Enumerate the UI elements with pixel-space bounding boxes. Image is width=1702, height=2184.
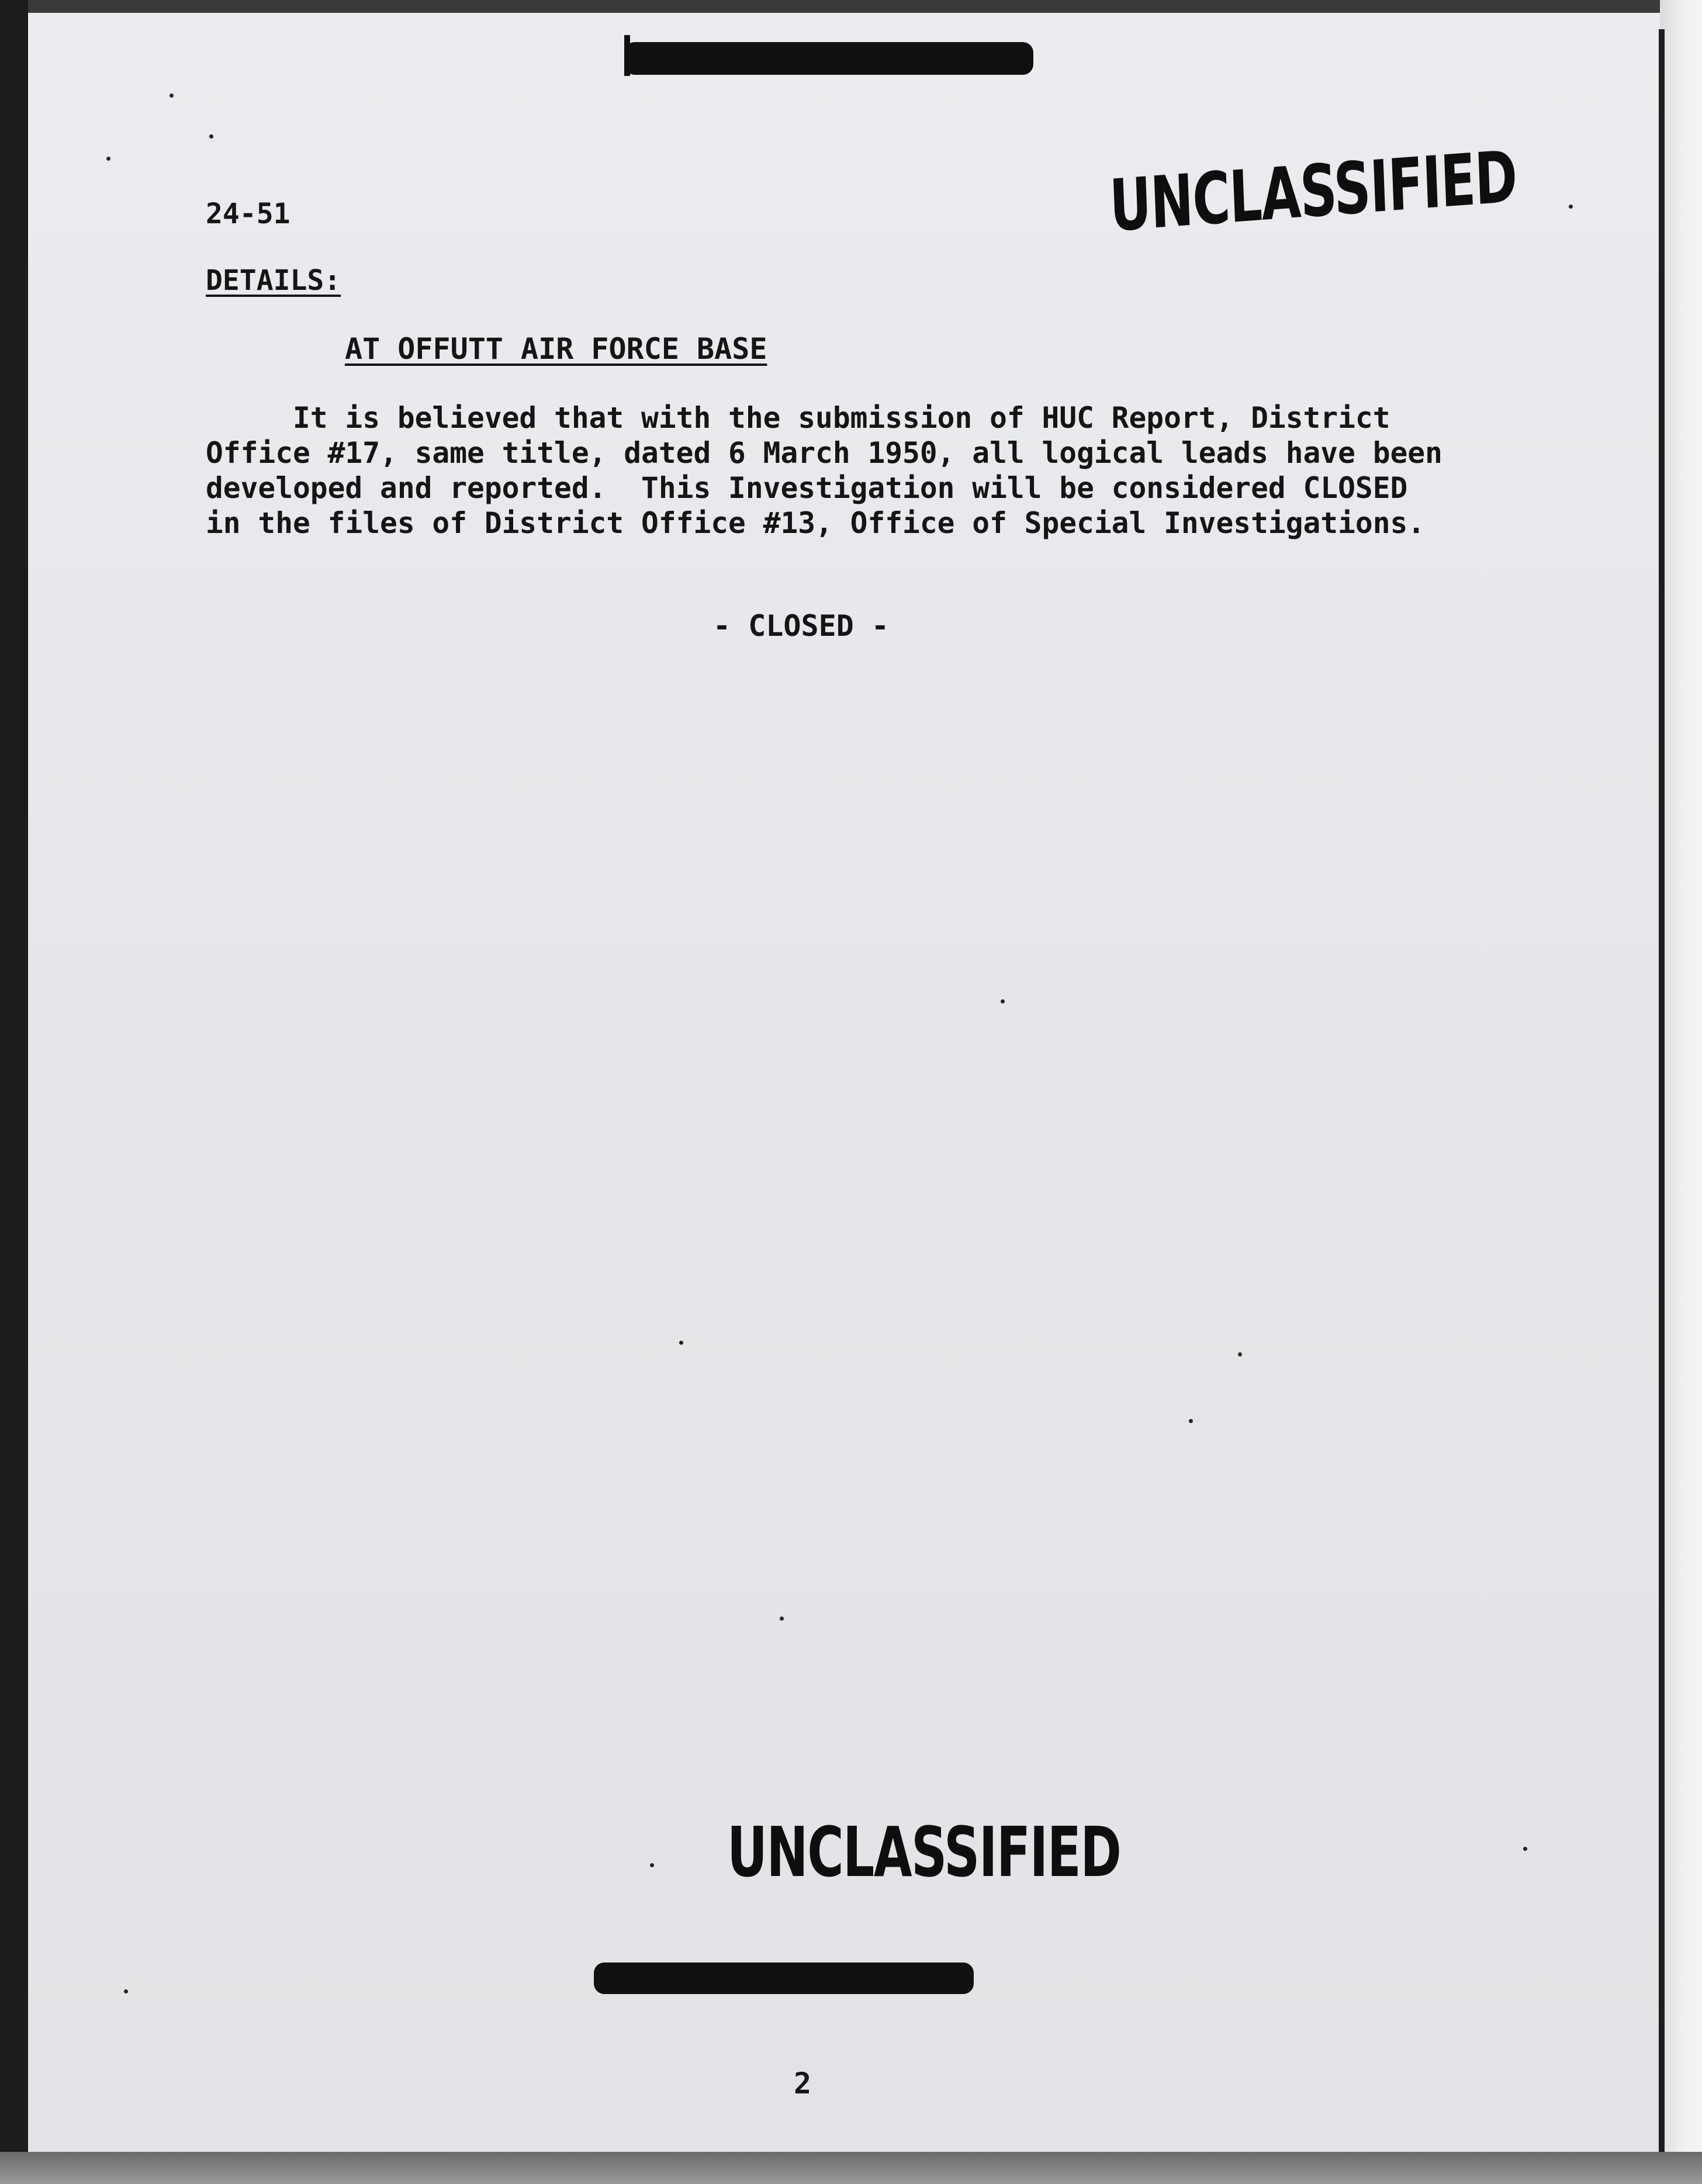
redaction-bar-top (624, 42, 1033, 75)
scan-speck (1001, 999, 1005, 1003)
subheading: AT OFFUTT AIR FORCE BASE (345, 332, 767, 366)
scan-speck (1523, 1847, 1527, 1851)
scan-right-edge (1660, 0, 1702, 2184)
redaction-bar-bottom (594, 1963, 974, 1994)
paragraph-line-2: Office #17, same title, dated 6 March 1950, all logical leads have been (206, 436, 1442, 470)
paragraph-line-4: in the files of District Office #13, Office of Special Investigations. (206, 506, 1426, 540)
paragraph-line-1: It is believed that with the submission of HUC Report, District (206, 401, 1390, 435)
paragraph-line-3: developed and reported. This Investigation will be considered CLOSED (206, 471, 1408, 505)
closed-marker: - CLOSED - (713, 609, 890, 643)
scan-speck (1238, 1352, 1242, 1356)
redaction-bracket-top (624, 35, 630, 76)
section-label: DETAILS: (206, 264, 341, 297)
scan-bottom-edge (0, 2152, 1702, 2184)
classification-stamp-top: UNCLASSIFIED (1108, 135, 1518, 248)
scan-speck (1569, 205, 1573, 209)
scan-speck (1189, 1419, 1193, 1423)
scan-speck (780, 1617, 784, 1621)
scan-left-edge (0, 0, 28, 2184)
page-number: 2 (794, 2067, 812, 2100)
scan-speck (169, 94, 174, 98)
scan-speck (650, 1863, 654, 1867)
binding-edge (1659, 29, 1665, 2168)
classification-stamp-bottom: UNCLASSIFIED (727, 1812, 1121, 1892)
scan-speck (124, 1989, 128, 1993)
scan-speck (679, 1341, 683, 1345)
scan-speck (106, 157, 110, 161)
file-number: 24-51 (206, 198, 290, 230)
scan-speck (209, 134, 213, 139)
